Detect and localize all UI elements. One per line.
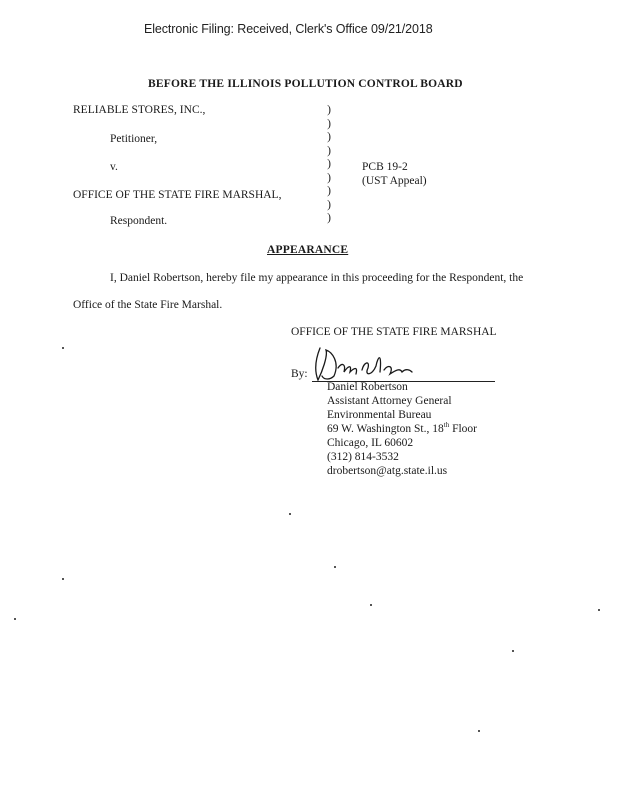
- by-label: By:: [291, 368, 308, 380]
- scan-speck: [62, 347, 64, 349]
- versus-label: v.: [110, 161, 118, 173]
- signer-email: drobertson@atg.state.il.us: [327, 465, 448, 477]
- scan-speck: [14, 618, 16, 620]
- scan-speck: [62, 578, 64, 580]
- filing-stamp: Electronic Filing: Received, Clerk's Office 09/21/2018: [144, 22, 433, 36]
- case-type: (UST Appeal): [362, 175, 427, 187]
- body-line-1: I, Daniel Robertson, hereby file my appearance in this proceeding for the Respondent, the: [110, 272, 524, 284]
- caption-paren-column: [325, 104, 333, 226]
- signer-bureau: Environmental Bureau: [327, 409, 432, 421]
- petitioner-name: RELIABLE STORES, INC.,: [73, 104, 206, 116]
- signer-phone: (312) 814-3532: [327, 451, 399, 463]
- caption-paren: ): [327, 144, 331, 157]
- caption-paren: ): [327, 131, 331, 143]
- caption-paren: ): [327, 198, 331, 211]
- scan-speck: [334, 566, 336, 568]
- scan-speck: [512, 650, 514, 652]
- scan-speck: [370, 604, 372, 606]
- address-suffix: Floor: [449, 423, 478, 435]
- caption-paren: ): [327, 171, 331, 184]
- signer-city: Chicago, IL 60602: [327, 437, 414, 449]
- caption-paren: ): [327, 212, 331, 224]
- scan-speck: [289, 513, 291, 515]
- body-line-2: Office of the State Fire Marshal.: [73, 299, 223, 311]
- signer-address: [327, 423, 477, 435]
- caption-paren: ): [327, 117, 331, 130]
- respondent-role: Respondent.: [110, 215, 168, 227]
- address-prefix: 69 W. Washington St., 18: [327, 423, 444, 435]
- signer-name: Daniel Robertson: [327, 381, 408, 393]
- scan-speck: [598, 609, 600, 611]
- handwritten-signature: [306, 342, 416, 384]
- caption-paren: ): [327, 185, 331, 197]
- scan-speck: [478, 730, 480, 732]
- caption-paren: ): [327, 104, 331, 116]
- signer-title: Assistant Attorney General: [327, 395, 452, 407]
- board-title: BEFORE THE ILLINOIS POLLUTION CONTROL BOARD: [148, 78, 463, 90]
- signature-org: OFFICE OF THE STATE FIRE MARSHAL: [291, 326, 497, 338]
- respondent-name: OFFICE OF THE STATE FIRE MARSHAL,: [73, 189, 282, 201]
- caption-paren: ): [327, 158, 331, 170]
- section-title: APPEARANCE: [267, 244, 349, 256]
- petitioner-role: Petitioner,: [110, 133, 158, 145]
- address-sup: th: [443, 421, 450, 430]
- case-number: PCB 19-2: [362, 161, 408, 173]
